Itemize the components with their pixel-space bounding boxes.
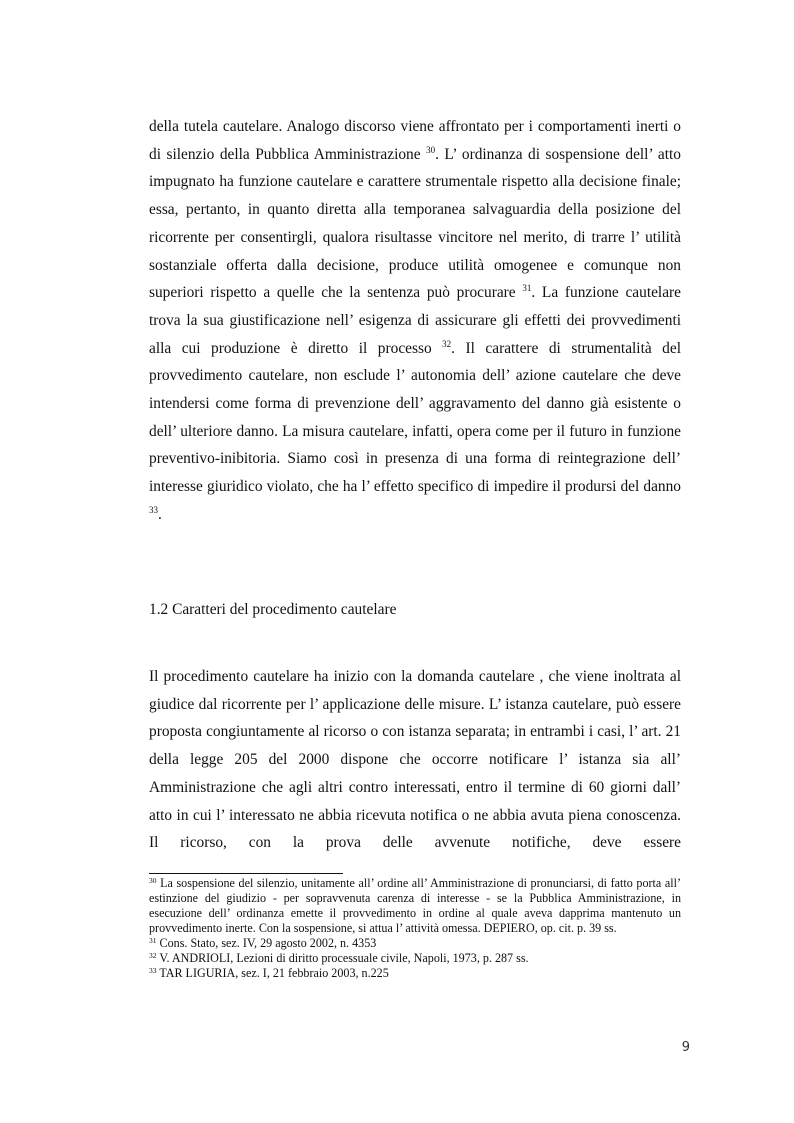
footnote-marker: 31 <box>149 936 157 945</box>
section-heading: 1.2 Caratteri del procedimento cautelare <box>149 601 397 618</box>
footnote-31 <box>149 936 681 951</box>
footnote-32 <box>149 951 681 966</box>
footnote-marker: 33 <box>149 966 157 975</box>
body-paragraph-2: Il procedimento cautelare ha inizio con la domanda cautelare , che viene inoltrata al giudice dal ricorrente per l’ applicazione delle misure. L’ istanza cautelare, può essere proposta congiuntamente al ricorso o con istanza separata; in entrambi i casi, l’ art. 21 della legge 205 del 2000 dispone che occorre notificare l’ istanza sia all’ Amministrazione che agli altri contro interessati, entro il termine di 60 giorni dall’ atto in cui l’ interessato ne abbia ricevuta notifica o ne abbia avuta piena conoscenza. Il ricorso, con la prova delle avvenute notifiche, deve essere <box>149 668 681 852</box>
footnote-33 <box>149 966 681 981</box>
footnotes <box>149 876 681 981</box>
footnote-marker: 30 <box>149 876 157 885</box>
footnote-text: Cons. Stato, sez. IV, 29 agosto 2002, n. 4353 <box>159 936 377 950</box>
body-paragraph-1: della tutela cautelare. Analogo discorso viene affrontato per i comportamenti inerti o di silenzio della Pubblica Amministrazione $^{30}$. L’ ordinanza di sospensione dell’ atto impugnato ha funzione cautelare e carattere strumentale rispetto alla decisione finale; essa, pertanto, in quanto diretta alla temporanea salvaguardia della posizione del ricorrente per consentirgli, qualora risultasse vincitore nel merito, di trarre l’ utilità sostanziale offerta dalla decisione, produce utilità omogenee e comunque non superiori rispetto a quelle che la sentenza può procurare $^{31}$. La funzione cautelare trova la sua giustificazione nell’ esigenza di assicurare gli effetti dei provvedimenti alla cui produzione è diretto il processo $^{32}$. Il carattere di strumentalità del provvedimento cautelare, non esclude l’ autonomia dell’ azione cautelare che deve intendersi come forma di prevenzione dell’ aggravamento del danno già esistente o dell’ ulteriore danno. La misura cautelare, infatti, opera come per il futuro in funzione preventivo-inibitoria. Siamo così in presenza di una forma di reintegrazione dell’ interesse giuridico violato, che ha l’ effetto specifico di impedire il prodursi del danno $^{33}$. <box>149 118 682 523</box>
footnote-text: V. ANDRIOLI, Lezioni di diritto processuale civile, Napoli, 1973, p. 287 ss. <box>159 951 529 965</box>
footnote-separator <box>149 873 343 874</box>
footnote-text: La sospensione del silenzio, unitamente all’ ordine all’ Amministrazione di pronunciarsi, di fatto porta all’ estinzione del giudizio - per sopravvenuta carenza di interesse - se la Pubblica Amministrazione, in esecuzione dell’ ordinanza emette il provvedimento in ordine al quale aveva dapprima mantenuto un provvedimento inerte. Con la sospensione, si attua l’ attività omessa. DEPIERO, op. cit. p. 39 ss. <box>149 876 681 935</box>
footnote-marker: 32 <box>149 951 157 960</box>
footnote-text: TAR LIGURIA, sez. I, 21 febbraio 2003, n.225 <box>159 966 389 980</box>
footnote-30 <box>149 876 681 936</box>
page-number: 9 <box>681 1040 690 1055</box>
